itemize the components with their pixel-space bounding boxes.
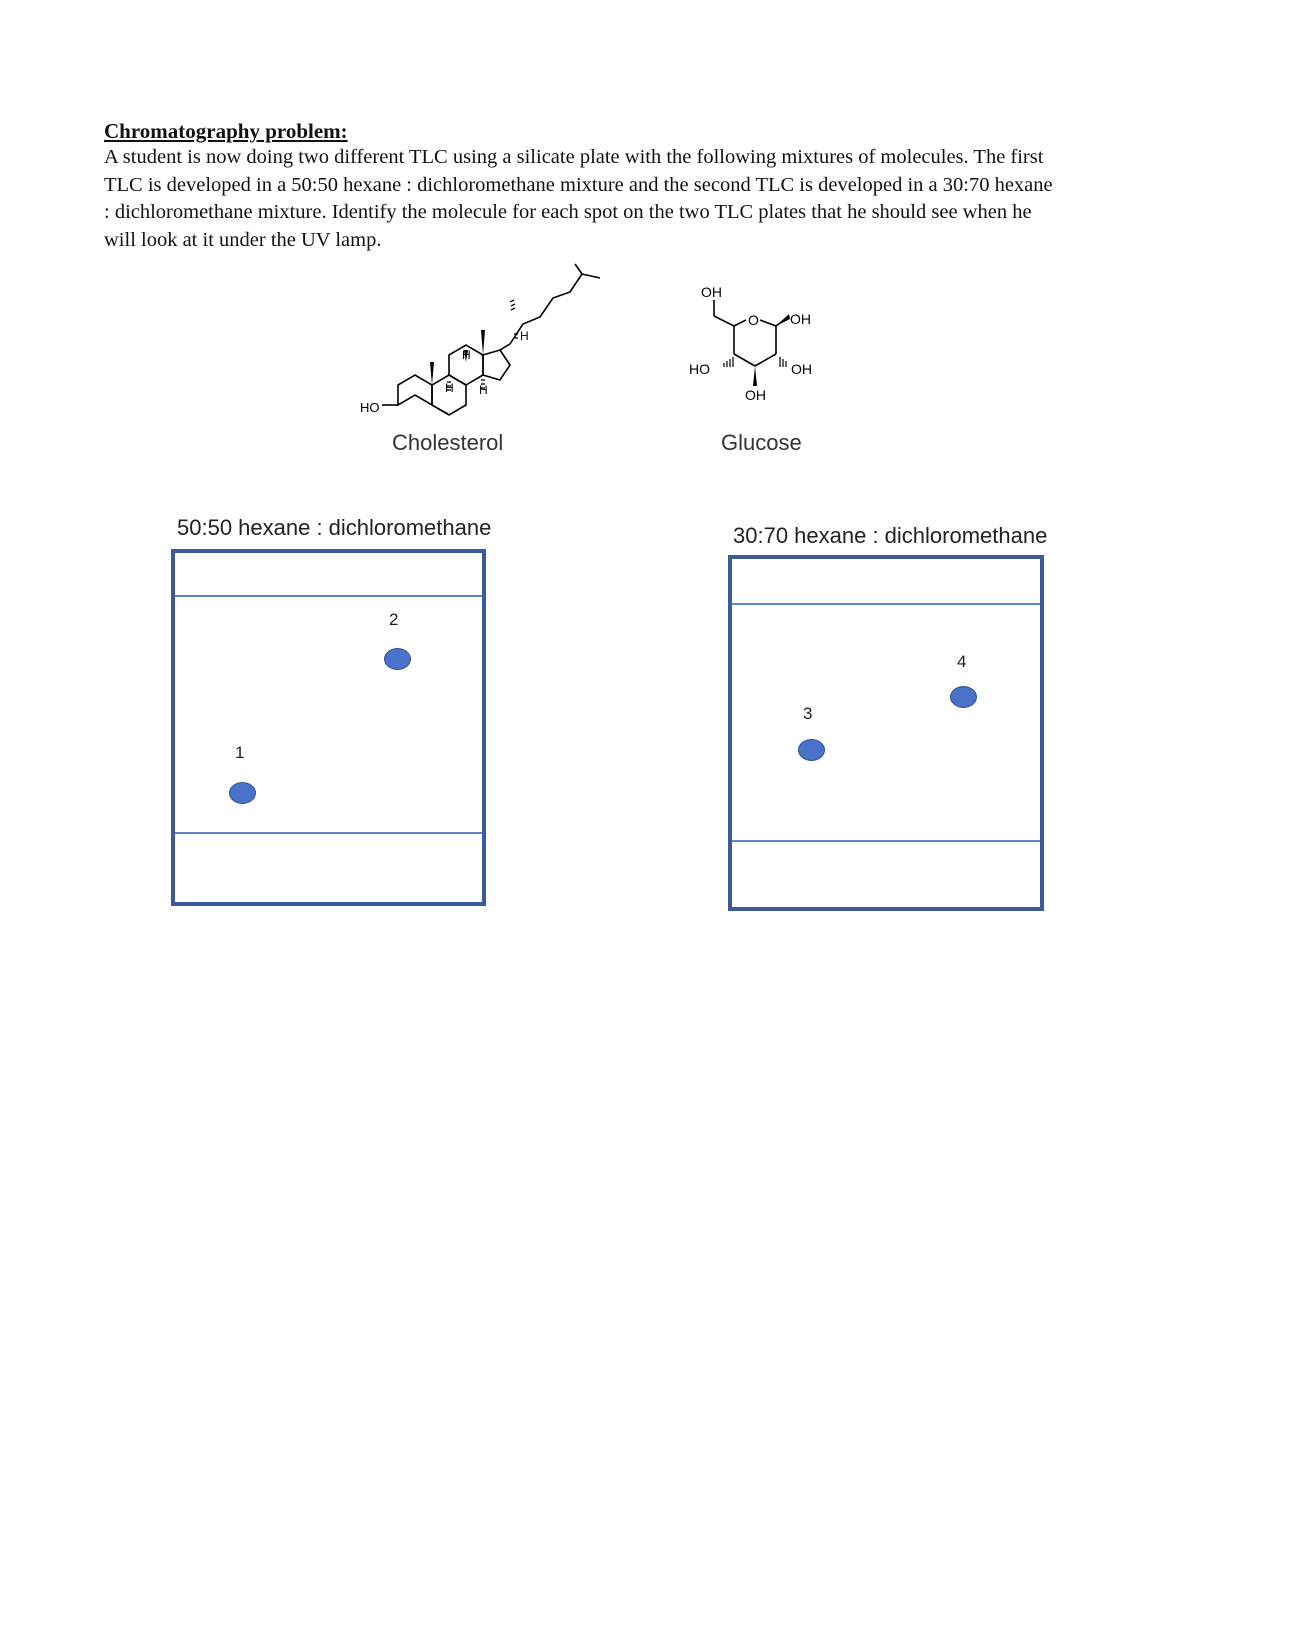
problem-statement xyxy=(104,118,1194,254)
plate-1-solvent-label: 50:50 hexane : dichloromethane xyxy=(177,515,492,540)
glucose-oh-text: OH xyxy=(745,387,766,403)
glucose-ho-text: HO xyxy=(689,361,710,377)
solvent-front-line xyxy=(732,603,1040,605)
glucose-oh-text: OH xyxy=(701,284,722,300)
glucose-oh-text: OH xyxy=(790,311,811,327)
tlc-plate-1 xyxy=(171,549,486,906)
glucose-o-text: O xyxy=(748,312,759,328)
tlc-spot-2 xyxy=(384,648,411,670)
cholesterol-h-text: H xyxy=(479,383,488,397)
glucose-structure xyxy=(684,282,834,407)
tlc-spot-4 xyxy=(950,686,977,708)
tlc-spot-3 xyxy=(798,739,825,761)
problem-line: TLC is developed in a 50:50 hexane : dichloromethane mixture and the second TLC is developed in a 30:70 hexane xyxy=(104,173,1053,196)
spot-label: 2 xyxy=(389,610,399,629)
problem-line: : dichloromethane mixture. Identify the molecule for each spot on the two TLC plates that he should see when he xyxy=(104,201,1032,223)
spot-label: 1 xyxy=(235,743,245,762)
plate-2-solvent-label: 30:70 hexane : dichloromethane xyxy=(733,523,1048,548)
problem-line: A student is now doing two different TLC using a silicate plate with the following mixtures of molecules. The first xyxy=(104,146,1044,168)
tlc-spot-1 xyxy=(229,782,256,804)
tlc-plate-2 xyxy=(728,555,1044,911)
solvent-front-line xyxy=(175,595,482,597)
baseline xyxy=(175,832,482,834)
cholesterol-structure xyxy=(360,262,630,432)
glucose-label: Glucose xyxy=(721,430,802,455)
cholesterol-label: Cholesterol xyxy=(392,430,504,455)
problem-line: will look at it under the UV lamp. xyxy=(104,228,382,251)
glucose-oh-text: OH xyxy=(791,361,812,377)
spot-label: 3 xyxy=(803,704,813,723)
cholesterol-ho-text: HO xyxy=(360,400,380,415)
problem-heading: Chromatography problem: xyxy=(104,119,348,143)
baseline xyxy=(732,840,1040,842)
spot-label: 4 xyxy=(957,652,967,671)
cholesterol-h-text: H xyxy=(445,381,454,395)
cholesterol-h-text: H xyxy=(462,348,471,362)
cholesterol-h-text: H xyxy=(520,329,529,343)
